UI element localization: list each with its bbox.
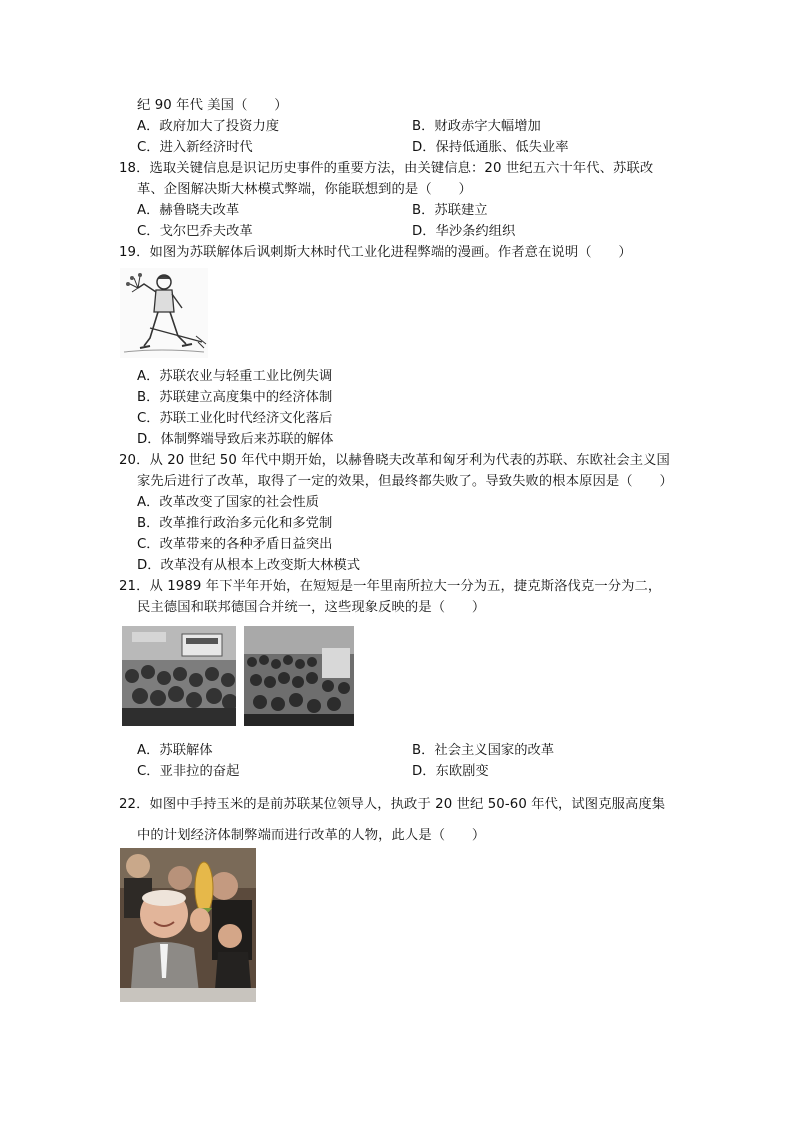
q17-option-c: C．进入新经济时代	[137, 140, 253, 155]
q22-stem-line2: 中的计划经济体制弊端而进行改革的人物，此人是（ ）	[137, 828, 486, 843]
q18-stem-line2: 革、企图解决斯大林模式弊端，你能联想到的是（ ）	[137, 182, 472, 197]
leader-holding-corn-photo	[120, 848, 256, 1002]
q17-option-a: A．政府加大了投资力度	[137, 119, 280, 134]
q20-stem-line2: 家先后进行了改革，取得了一定的效果，但最终都失败了。导致失败的根本原因是（ ）	[137, 474, 673, 489]
q20-stem-line1: 20．从 20 世纪 50 年代中期开始，以赫鲁晓夫改革和匈牙利为代表的苏联、东欧社会主义国	[119, 453, 670, 468]
q18-option-b: B．苏联建立	[412, 203, 488, 218]
q18-option-c: C．戈尔巴乔夫改革	[137, 224, 253, 239]
q17-option-b: B．财政赤字大幅增加	[412, 119, 541, 134]
q18-stem-line1: 18．选取关键信息是识记历史事件的重要方法，由关键信息：20 世纪五六十年代、苏联改	[119, 161, 654, 176]
q21-stem-line1: 21．从 1989 年下半年开始，在短短是一年里南所拉大一分为五，捷克斯洛伐克一分为二，	[119, 579, 662, 594]
q22-stem-line1: 22．如图中手持玉米的是前苏联某位领导人，执政于 20 世纪 50-60 年代，试图克服高度集	[119, 797, 666, 812]
q19-option-a: A．苏联农业与轻重工业比例失调	[137, 369, 333, 384]
stalin-era-cartoon	[120, 268, 208, 358]
q21-option-a: A．苏联解体	[137, 743, 213, 758]
q19-option-c: C．苏联工业化时代经济文化落后	[137, 411, 333, 426]
q19-option-d: D．体制弊端导致后来苏联的解体	[137, 432, 334, 447]
q20-option-a: A．改革改变了国家的社会性质	[137, 495, 319, 510]
q21-option-b: B．社会主义国家的改革	[412, 743, 555, 758]
q20-option-c: C．改革带来的各种矛盾日益突出	[137, 537, 333, 552]
q17-stem-continued: 纪 90 年代 美国（ ）	[137, 98, 288, 113]
q21-option-c: C．亚非拉的奋起	[137, 764, 240, 779]
q17-option-d: D．保持低通胀、低失业率	[412, 140, 569, 155]
q18-option-d: D．华沙条约组织	[412, 224, 516, 239]
q21-option-d: D．东欧剧变	[412, 764, 489, 779]
q19-stem: 19．如图为苏联解体后讽刺斯大林时代工业化进程弊端的漫画。作者意在说明（ ）	[119, 245, 632, 260]
q20-option-d: D．改革没有从根本上改变斯大林模式	[137, 558, 360, 573]
q20-option-b: B．改革推行政治多元化和多党制	[137, 516, 333, 531]
crowd-photo-right	[244, 626, 354, 726]
q19-option-b: B．苏联建立高度集中的经济体制	[137, 390, 333, 405]
q18-option-a: A．赫鲁晓夫改革	[137, 203, 240, 218]
crowd-photo-left	[122, 626, 236, 726]
q21-stem-line2: 民主德国和联邦德国合并统一，这些现象反映的是（ ）	[137, 600, 486, 615]
